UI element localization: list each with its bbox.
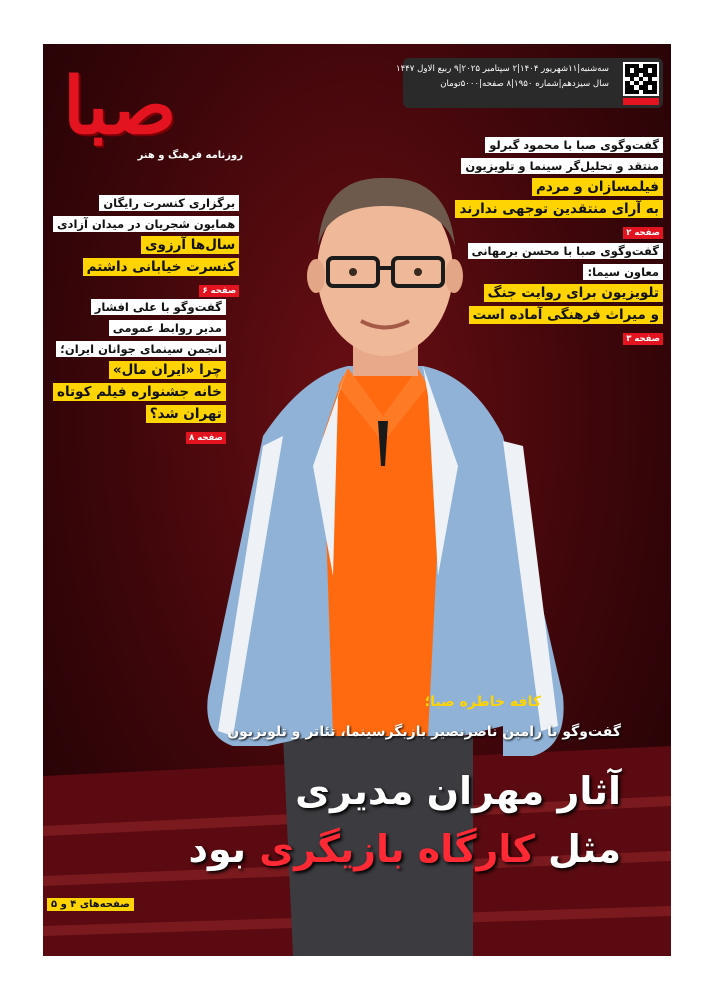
teaser-page-ref: صفحه ۲ (623, 227, 663, 239)
teaser-barmahani[interactable] (468, 240, 663, 345)
teaser-headline: تهران شد؟ (146, 405, 226, 423)
headline-line-2[interactable] (188, 827, 621, 871)
teaser-kicker: گفت‌وگوی صبا با محسن برمهانی (468, 243, 663, 259)
teaser-page-ref: صفحه ۸ (186, 432, 226, 444)
headline-subtitle: گفت‌وگو با رامین ناصرنصیر بازیگرسینما، تئاتر و تلویزیون (227, 724, 621, 740)
teaser-kicker: برگزاری کنسرت رایگان (99, 195, 239, 211)
teaser-headline: فیلمسازان و مردم (532, 178, 663, 196)
headline-kicker: کافه خاطره صبا؛ (424, 694, 541, 710)
qr-label-tag (623, 98, 659, 105)
teaser-headline: تلویزیون برای روایت جنگ (484, 284, 663, 302)
teaser-kicker: همایون شجریان در میدان آزادی (53, 216, 239, 232)
teaser-iran-mall[interactable] (53, 296, 226, 444)
headline-highlight: کارگاه بازیگری (259, 827, 535, 871)
newspaper-logo[interactable] (63, 62, 243, 162)
teaser-kicker: معاون سیما: (583, 264, 663, 280)
date-line: سه‌شنبه|۱۱شهریور ۱۴۰۴|۲ سپتامبر ۲۰۲۵|۹ ربیع الاول ۱۴۴۷ (395, 64, 609, 74)
teaser-headline: کنسرت خیابانی داشتم (83, 258, 240, 276)
teaser-headline: خانه جشنواره فیلم کوتاه (53, 383, 226, 401)
qr-code-icon[interactable] (623, 62, 659, 96)
teaser-kicker: گفت‌وگوی صبا با محمود گبرلو (485, 137, 663, 153)
teaser-headline: چرا «ایران مال» (109, 361, 226, 379)
teaser-kicker: منتقد و تحلیل‌گر سینما و تلویزیون (461, 158, 663, 174)
teaser-concert[interactable] (53, 192, 239, 297)
teaser-kicker: مدیر روابط عمومی (109, 320, 226, 336)
teaser-headline: به آرای منتقدین توجهی ندارند (455, 200, 663, 218)
issue-line: سال سیزدهم|شماره ۱۹۵۰|۸ صفحه|۵۰۰۰تومان (440, 79, 609, 89)
teaser-page-ref: صفحه ۶ (199, 285, 239, 297)
teaser-kicker: گفت‌وگو با علی افشار (91, 299, 226, 315)
headline-word: بود (188, 827, 260, 871)
logo-wordmark: صبا (63, 61, 177, 152)
headline-page-ref (47, 892, 134, 911)
teaser-headline: و میراث فرهنگی آماده است (469, 306, 663, 324)
teaser-gebrlou[interactable] (455, 134, 663, 239)
dateline-box (395, 58, 663, 108)
headline-pages-label: صفحه‌های ۴ و ۵ (47, 898, 134, 911)
teaser-headline: سال‌ها آرزوی (141, 236, 239, 254)
logo-tagline: روزنامه فرهنگ و هنر (137, 150, 243, 161)
teaser-page-ref: صفحه ۳ (623, 333, 663, 345)
headline-line-1[interactable]: آثار مهران مدیری (295, 769, 621, 813)
headline-word: مثل (534, 827, 621, 871)
teaser-kicker: انجمن سینمای جوانان ایران؛ (56, 341, 226, 357)
magazine-cover (43, 44, 671, 956)
